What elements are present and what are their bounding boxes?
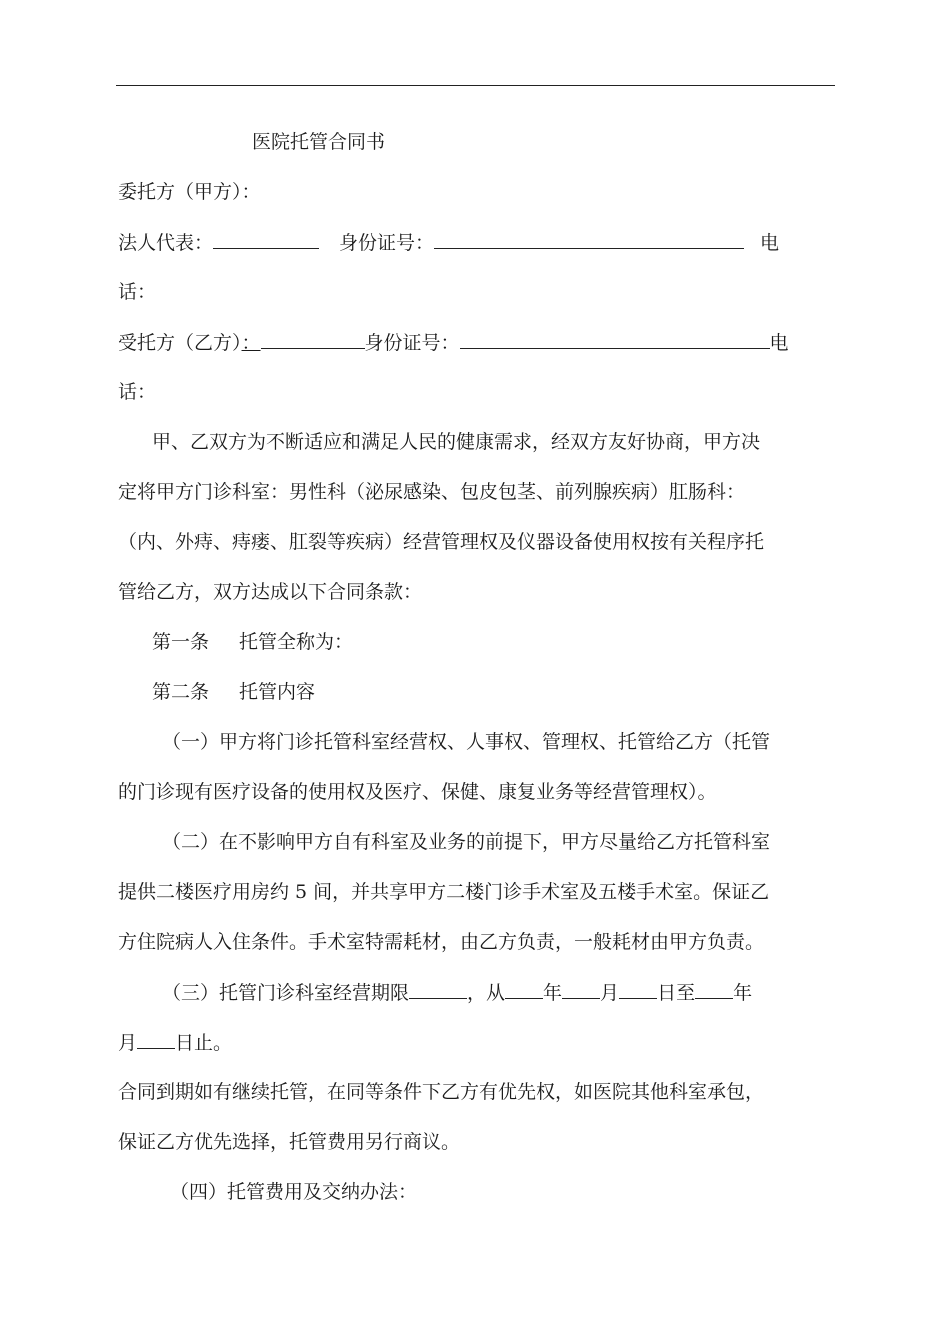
item-2-line: 提供二楼医疗用房约 5 间，并共享甲方二楼门诊手术室及五楼手术室。保证乙 — [118, 881, 770, 903]
intro-line: 甲、乙双方为不断适应和满足人民的健康需求，经双方友好协商，甲方决 — [152, 431, 761, 453]
renewal-line: 合同到期如有继续托管，在同等条件下乙方有优先权，如医院其他科室承包， — [118, 1081, 765, 1103]
document-title: 医院托管合同书 — [252, 131, 386, 153]
item-1-line: （一）甲方将门诊托管科室经营权、人事权、管理权、托管给乙方（托管 — [162, 731, 771, 753]
item-3-end — [118, 1030, 838, 1055]
intro-line: 定将甲方门诊科室：男性科（泌尿感染、包皮包茎、前列腺疾病）肛肠科： — [118, 481, 746, 503]
item-1-line: 的门诊现有医疗设备的使用权及医疗、保健、康复业务等经营管理权）。 — [118, 781, 717, 803]
article-1-number: 第一条 — [152, 631, 210, 653]
item-3-label: （三）托管门诊科室经营期限 — [162, 982, 410, 1004]
party-b-label: 受托方（乙方） — [118, 332, 242, 354]
item-3-period — [162, 980, 882, 1005]
item-4-heading: （四）托管费用及交纳办法： — [170, 1181, 418, 1203]
party-a-label: 委托方（甲方）： — [118, 181, 261, 203]
end-month-label: 月 — [118, 1032, 138, 1054]
id-label-b: 身份证号： — [364, 332, 460, 354]
end-year-field[interactable] — [695, 980, 733, 999]
header-rule — [116, 85, 835, 86]
article-2 — [152, 680, 872, 704]
id-field-b[interactable] — [460, 330, 770, 349]
article-2-text: 托管内容 — [239, 681, 316, 703]
start-month-field[interactable] — [562, 980, 600, 999]
end-day-label: 日止。 — [175, 1032, 233, 1054]
party-a-details — [118, 230, 838, 255]
year-label: 年 — [543, 982, 563, 1004]
id-label: 身份证号： — [339, 232, 435, 254]
legal-rep-label: 法人代表： — [118, 232, 214, 254]
article-2-number: 第二条 — [152, 681, 210, 703]
article-1-text: 托管全称为： — [239, 631, 354, 653]
renewal-line: 保证乙方优先选择，托管费用另行商议。 — [118, 1131, 461, 1153]
phone-label-end: 话： — [118, 281, 157, 303]
day-to-label: 日至 — [657, 982, 696, 1004]
party-b-details — [118, 330, 838, 355]
legal-rep-field[interactable] — [213, 230, 319, 249]
intro-line: 管给乙方，双方达成以下合同条款： — [118, 581, 423, 603]
start-day-field[interactable] — [619, 980, 657, 999]
party-b-name-field[interactable] — [261, 330, 365, 349]
intro-line: （内、外痔、痔瘘、肛裂等疾病）经营管理权及仪器设备使用权按有关程序托 — [118, 531, 765, 553]
month-label: 月 — [600, 982, 620, 1004]
item-2-line: 方住院病人入住条件。手术室特需耗材，由乙方负责，一般耗材由甲方负责。 — [118, 931, 765, 953]
phone-label-start: 电 — [760, 232, 780, 254]
start-year-field[interactable] — [505, 980, 543, 999]
phone-b-label-end: 话： — [118, 381, 157, 403]
phone-b-label-start: 电 — [769, 332, 789, 354]
item-2-line: （二）在不影响甲方自有科室及业务的前提下，甲方尽量给乙方托管科室 — [162, 831, 771, 853]
party-b-colon: ： — [241, 332, 261, 354]
id-field[interactable] — [434, 230, 744, 249]
article-1 — [152, 630, 872, 654]
end-year-label: 年 — [733, 982, 753, 1004]
end-day-field[interactable] — [137, 1030, 175, 1049]
item-3-from: ，从 — [467, 982, 506, 1004]
term-length-field[interactable] — [409, 980, 467, 999]
